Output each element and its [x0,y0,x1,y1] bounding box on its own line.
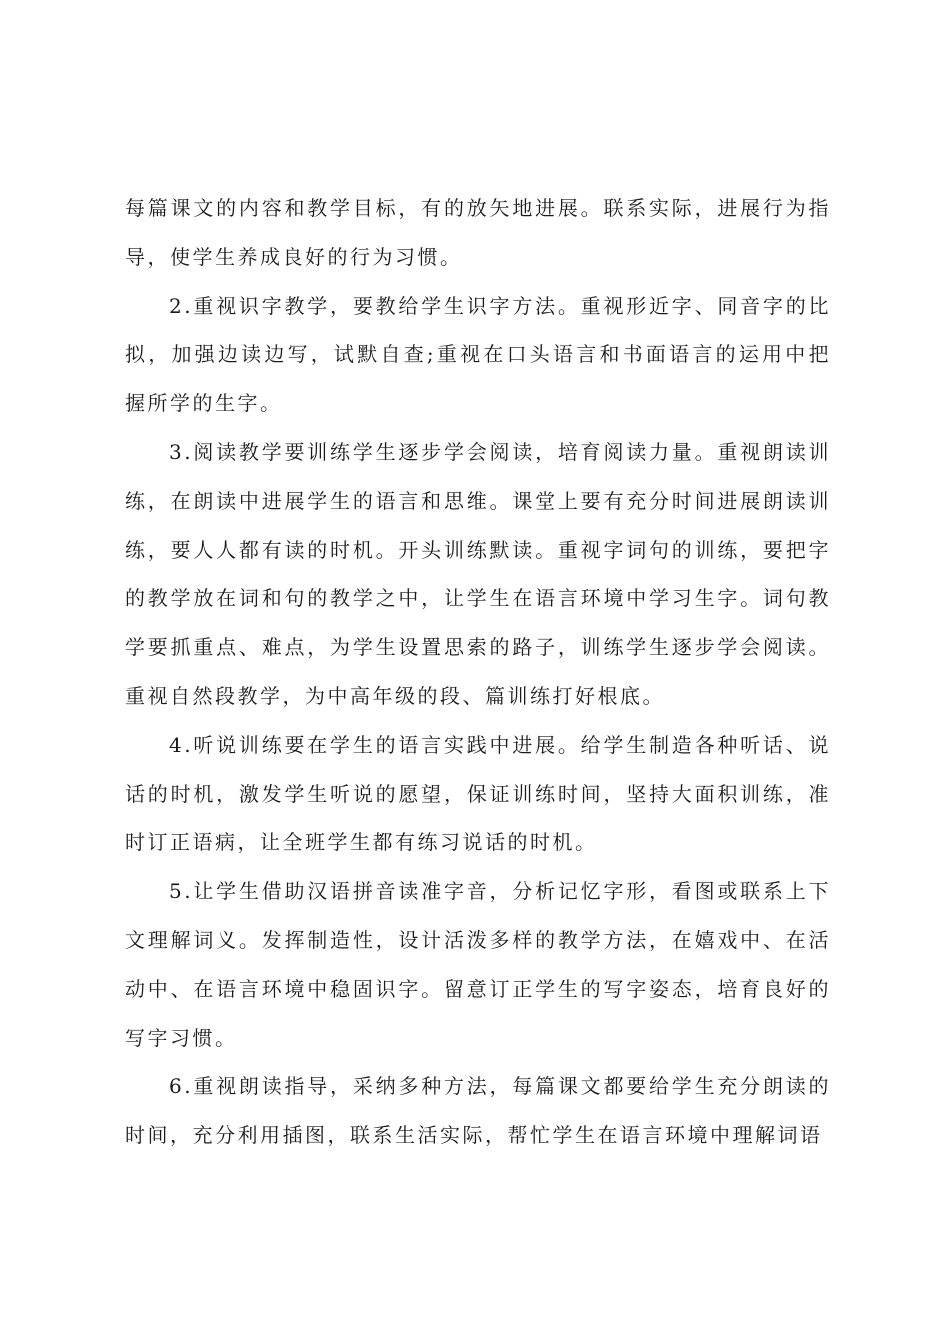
paragraph-item-2: 2.重视识字教学，要教给学生识字方法。重视形近字、同音字的比拟，加强边读边写，试默自查;重视在口头语言和书面语言的运用中把握所学的生字。 [125,293,831,416]
paragraph-item-6: 6.重视朗读指导，采纳多种方法，每篇课文都要给学生充分朗读的时间，充分利用插图，联系生活实际，帮忙学生在语言环境中理解词语 [125,1074,831,1148]
document-body [125,184,831,1160]
paragraph-item-3: 3.阅读教学要训练学生逐步学会阅读，培育阅读力量。重视朗读训练，在朗读中进展学生的语言和思维。课堂上要有充分时间进展朗读训练，要人人都有读的时机。开头训练默读。重视字词句的训练，要把字的教学放在词和句的教学之中，让学生在语言环境中学习生字。词句教学要抓重点、难点，为学生设置思索的路子，训练学生逐步学会阅读。重视自然段教学，为中高年级的段、篇训练打好根底。 [125,439,831,708]
paragraph-item-5: 5.让学生借助汉语拼音读准字音，分析记忆字形，看图或联系上下文理解词义。发挥制造性，设计活泼多样的教学方法，在嬉戏中、在活动中、在语言环境中稳固识字。留意订正学生的写字姿态，培育良好的写字习惯。 [125,879,831,1050]
paragraph-continuation: 每篇课文的内容和教学目标，有的放矢地进展。联系实际，进展行为指导，使学生养成良好的行为习惯。 [125,196,831,269]
paragraph-item-4: 4.听说训练要在学生的语言实践中进展。给学生制造各种听话、说话的时机，激发学生听说的愿望，保证训练时间，坚持大面积训练，准时订正语病，让全班学生都有练习说话的时机。 [125,732,831,855]
